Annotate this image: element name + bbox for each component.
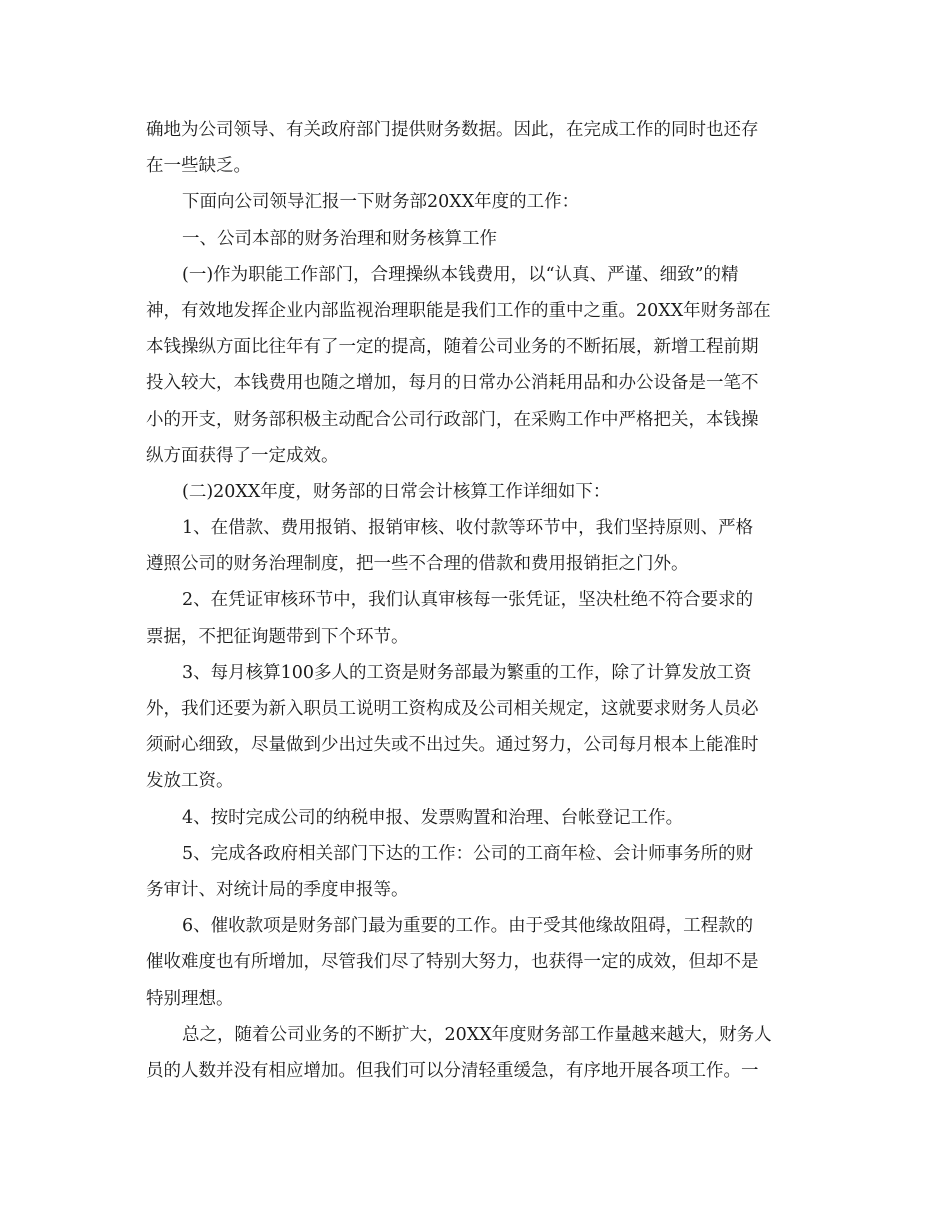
- text-line: 下面向公司领导汇报一下财务部20XX年度的工作：: [182, 192, 580, 213]
- text-line: 投入较大，本钱费用也随之增加，每月的日常办公消耗用品和办公设备是一笔不: [146, 373, 759, 394]
- text-line: (一)作为职能工作部门，合理操纵本钱费用，以“认真、严谨、细致”的精: [182, 264, 739, 285]
- text-line: 须耐心细致，尽量做到少出过失或不出过失。通过努力，公司每月根本上能准时: [146, 735, 759, 756]
- text-line: 票据，不把征询题带到下个环节。: [146, 626, 409, 647]
- text-line: 5、完成各政府相关部门下达的工作：公司的工商年检、会计师事务所的财: [182, 843, 754, 864]
- text-line: 发放工资。: [146, 771, 234, 792]
- text-line: 总之，随着公司业务的不断扩大，20XX年度财务部工作量越来越大，财务人: [182, 1024, 772, 1045]
- document-page: [146, 112, 802, 1089]
- text-line: 催收难度也有所增加，尽管我们尽了特别大努力，也获得一定的成效，但却不是: [146, 952, 759, 973]
- text-line: 务审计、对统计局的季度申报等。: [146, 879, 409, 900]
- text-line: 纵方面获得了一定成效。: [146, 445, 339, 466]
- text-line: 一、公司本部的财务治理和财务核算工作: [182, 228, 497, 249]
- text-line: 3、每月核算100多人的工资是财务部最为繁重的工作，除了计算发放工资: [182, 662, 752, 683]
- text-line: 本钱操纵方面比往年有了一定的提高，随着公司业务的不断拓展，新增工程前期: [146, 337, 759, 358]
- text-line: 2、在凭证审核环节中，我们认真审核每一张凭证，坚决杜绝不符合要求的: [182, 590, 754, 611]
- text-line: 特别理想。: [146, 988, 234, 1009]
- text-line: 在一些缺乏。: [146, 156, 251, 177]
- text-line: 1、在借款、费用报销、报销审核、收付款等环节中，我们坚持原则、严格: [182, 518, 754, 539]
- text-line: 6、催收款项是财务部门最为重要的工作。由于受其他缘故阻碍，工程款的: [182, 916, 754, 937]
- text-line: 员的人数并没有相应增加。但我们可以分清轻重缓急，有序地开展各项工作。一: [146, 1060, 759, 1081]
- text-line: 神，有效地发挥企业内部监视治理职能是我们工作的重中之重。20XX年财务部在: [146, 300, 771, 321]
- text-line: 4、按时完成公司的纳税申报、发票购置和治理、台帐登记工作。: [182, 807, 684, 828]
- text-line: 小的开支，财务部积极主动配合公司行政部门，在采购工作中严格把关，本钱操: [146, 409, 759, 430]
- text-line: 外，我们还要为新入职员工说明工资构成及公司相关规定，这就要求财务人员必: [146, 699, 759, 719]
- text-line: 遵照公司的财务治理制度，把一些不合理的借款和费用报销拒之门外。: [146, 554, 689, 575]
- text-line: 确地为公司领导、有关政府部门提供财务数据。因此，在完成工作的同时也还存: [146, 120, 759, 140]
- text-line: (二)20XX年度，财务部的日常会计核算工作详细如下：: [182, 481, 611, 502]
